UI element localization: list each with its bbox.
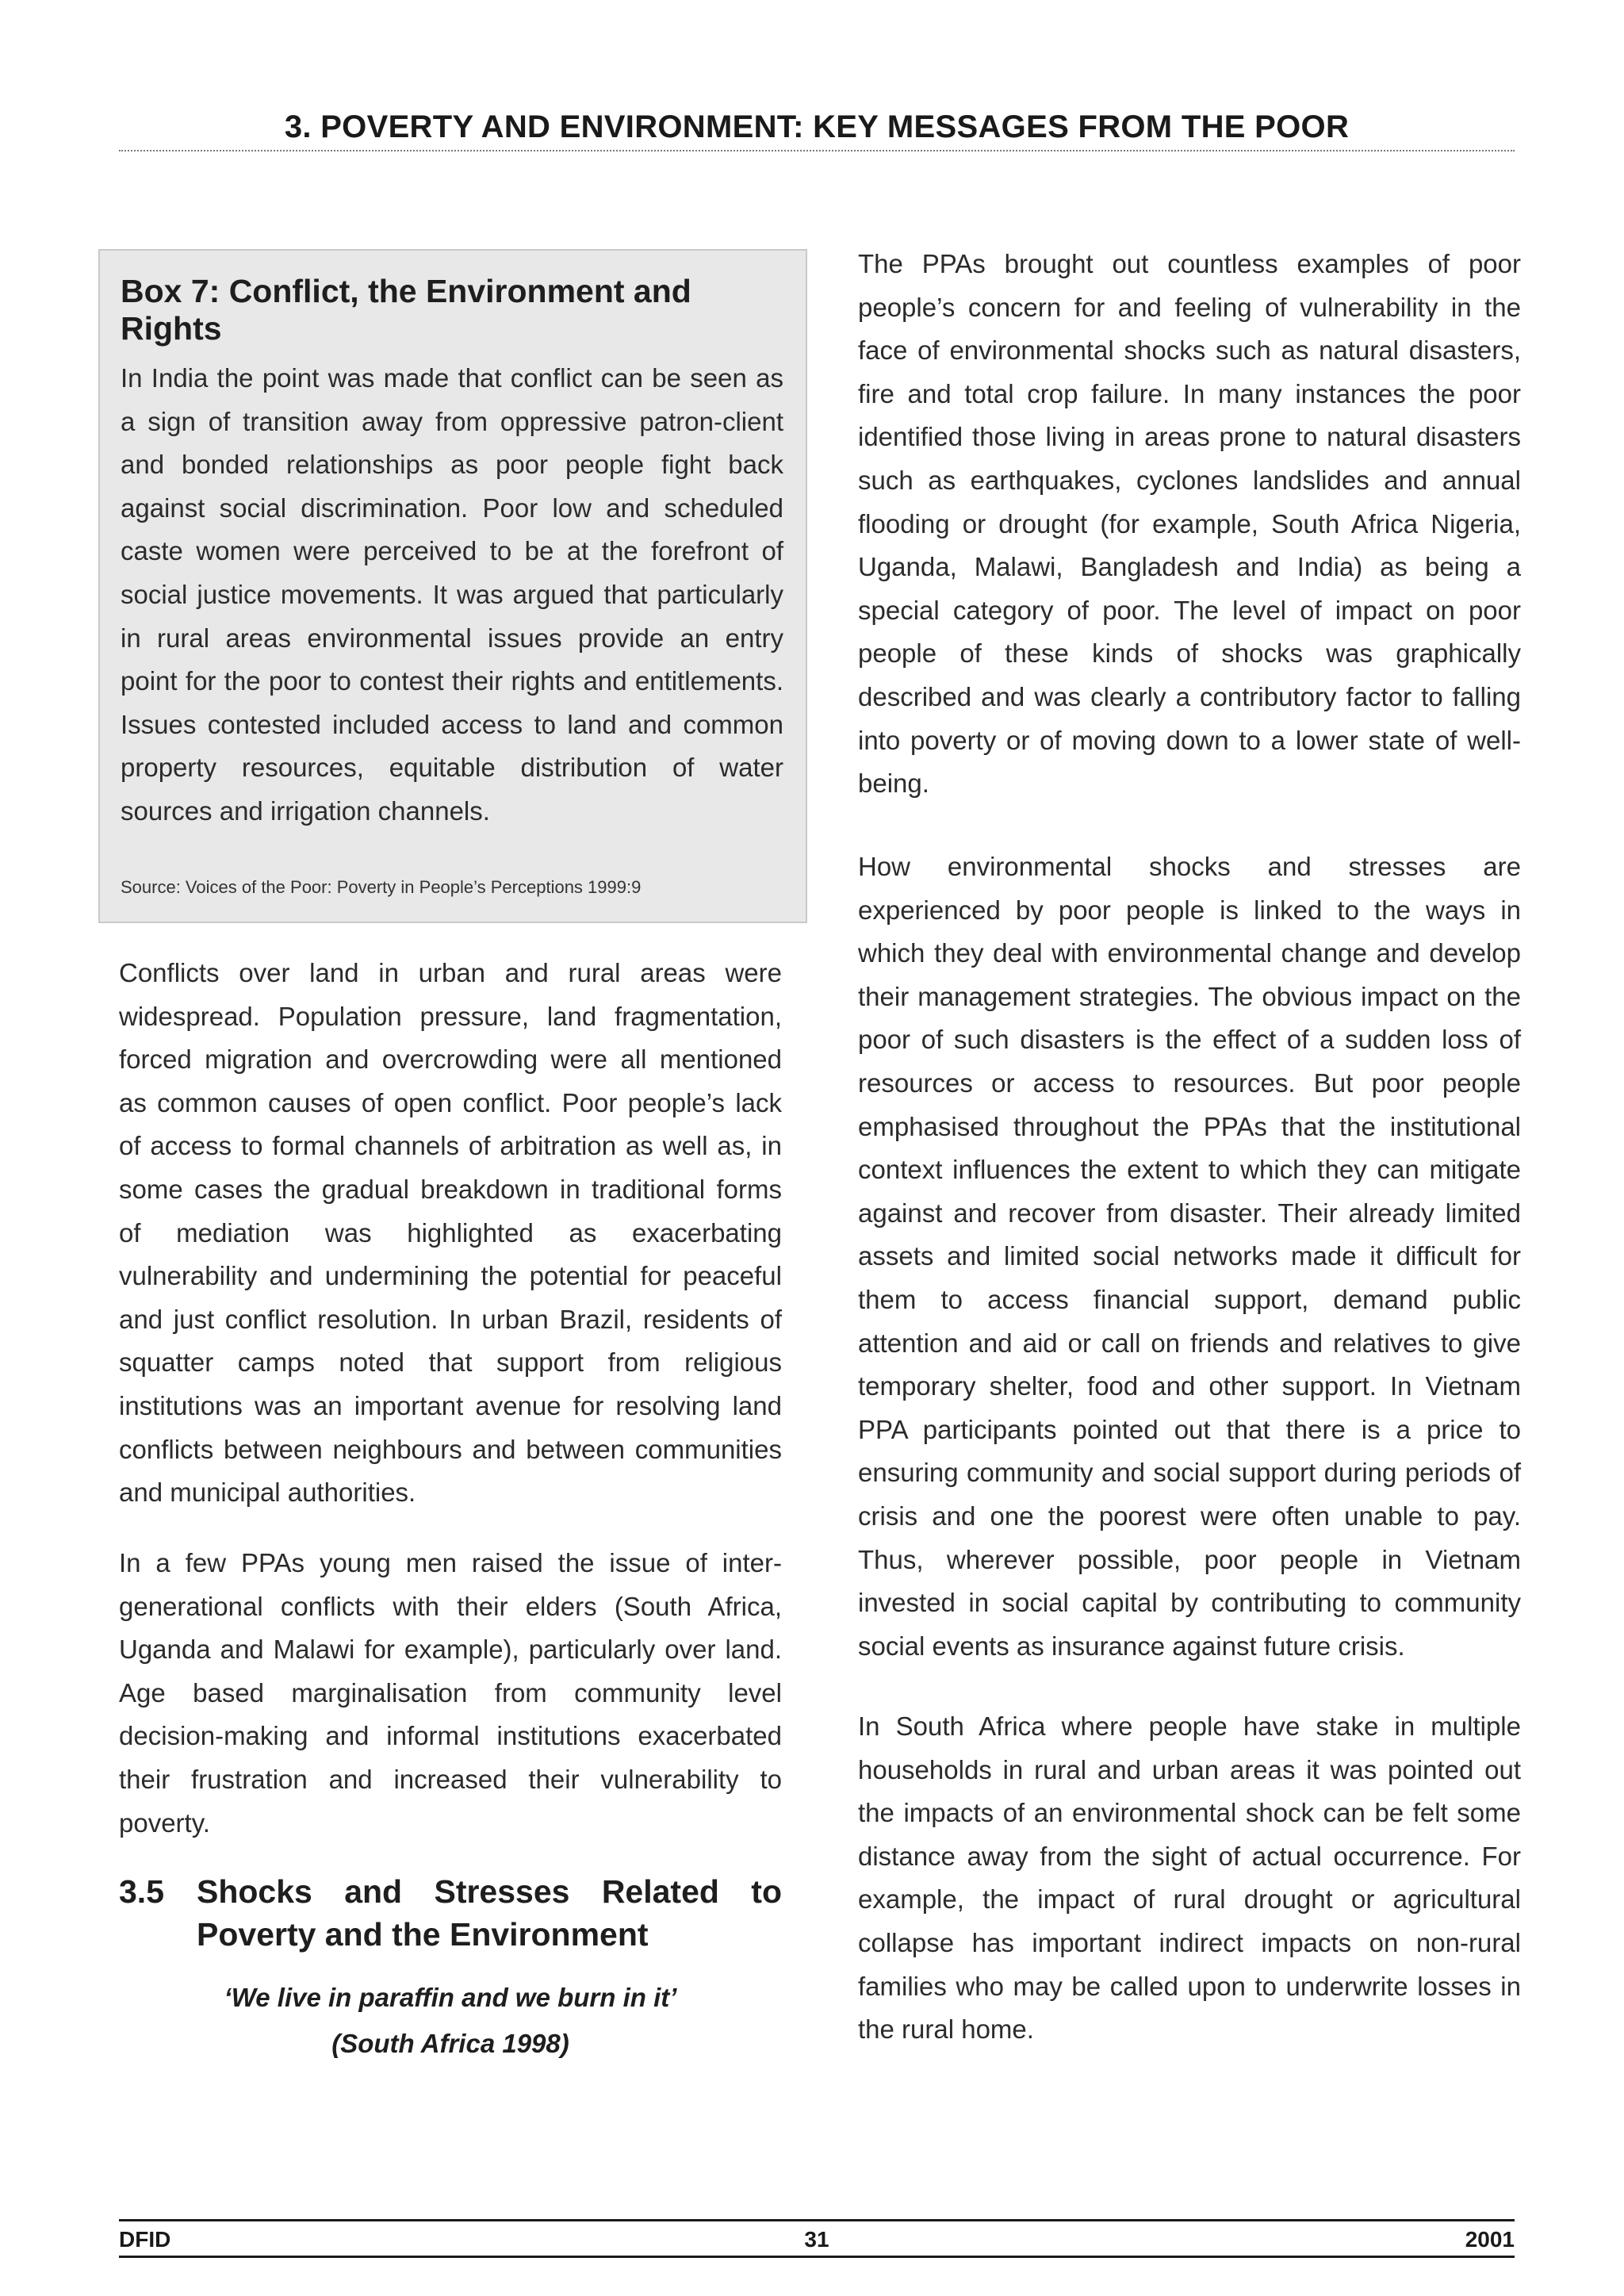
page-footer — [119, 2224, 1515, 2254]
paragraph: The PPAs brought out countless examples of poor people’s concern for and feeling of vulnerability in the face of environmental shocks such as natural disasters, fire and total crop failure. In many instances the poor identified those living in areas prone to natural disasters such as earthquakes, cyclones landslides and annual flooding or drought (for example, South Africa Nigeria, Uganda, Malawi, Bangladesh and India) as being a special category of poor. The level of impact on poor people of these kinds of shocks was graphically described and was clearly a contributory factor to falling into poverty or of moving down to a lower state of well-being. — [858, 249, 1521, 799]
paragraph: In South Africa where people have stake in multiple households in rural and urban areas it was pointed out the impacts of an environmental shock can be felt some distance away from the sight of actual occurrence. For example, the impact of rural drought or agricultural collapse has important indirect impacts on non-rural families who may be called upon to underwrite losses in the rural home. — [858, 1711, 1521, 2045]
left-column — [119, 952, 782, 1515]
page-number: 31 — [804, 2227, 829, 2252]
box-text: In India the point was made that conflict can be seen as a sign of transition away from oppressive patron-client and bonded relationships as poor people fight back against social discrimination. Poor low and scheduled caste women were perceived to be at the forefront of social justice movements. It was argued that particularly in rural areas environmental issues provide an entry point for the poor to contest their rights and entitlements. Issues contested included access to land and common property resources, equitable distribution of water sources and irrigation channels. — [121, 363, 783, 826]
footer-divider-bottom — [119, 2256, 1515, 2258]
quote-attribution: (South Africa 1998) — [331, 2029, 569, 2058]
section-title: Shocks and Stresses Related to Poverty and the Environment — [197, 1873, 782, 1953]
left-column-2 — [119, 1542, 782, 1845]
footer-year: 2001 — [1465, 2227, 1515, 2252]
right-column — [858, 243, 1521, 806]
quote-text: ‘We live in paraffin and we burn in it’ — [224, 1983, 677, 2012]
box-7-sidebar — [98, 249, 807, 923]
header-divider — [119, 150, 1515, 151]
box-title: Box 7: Conflict, the Environment and Rights — [121, 273, 691, 347]
section-quote — [119, 1975, 782, 2067]
page-header-title: 3. POVERTY AND ENVIRONMENT: KEY MESSAGES FROM THE POOR — [284, 109, 1350, 144]
paragraph: How environmental shocks and stresses are experienced by poor people is linked to the ways in which they deal with environmental change and develop their management strategies. The obvious impact on the poor of such disasters is the effect of a sudden loss of resources or access to resources. But poor people emphasised throughout the PPAs that the institutional context influences the extent to which they can mitigate against and recover from disaster. Their already limited assets and limited social networks made it difficult for them to access financial support, demand public attention and aid or call on friends and relatives to give temporary shelter, food and other support. In Vietnam PPA participants pointed out that there is a price to ensuring community and social support during periods of crisis and one the poorest were often unable to pay. Thus, wherever possible, poor people in Vietnam invested in social capital by contributing to community social events as insurance against future crisis. — [858, 852, 1521, 1661]
footer-divider-top — [119, 2219, 1515, 2221]
section-number: 3.5 — [119, 1873, 164, 1910]
paragraph: Conflicts over land in urban and rural areas were widespread. Population pressure, land fragmentation, forced migration and overcrowding were all mentioned as common causes of open conflict. Poor people’s lack of access to formal channels of arbitration as well as, in some cases the gradual breakdown in traditional forms of mediation was highlighted as exacerbating vulnerability and undermining the potential for peaceful and just conflict resolution. In urban Brazil, residents of squatter camps noted that support from religious institutions was an important avenue for resolving land conflicts between neighbours and between communities and municipal authorities. — [119, 958, 782, 1508]
right-column-3 — [858, 1705, 1521, 2052]
box-source: Source: Voices of the Poor: Poverty in People’s Perceptions 1999:9 — [121, 877, 642, 897]
footer-publisher: DFID — [119, 2227, 171, 2252]
right-column-2 — [858, 845, 1521, 1668]
paragraph: In a few PPAs young men raised the issue of inter-generational conflicts with their elders (South Africa, Uganda and Malawi for example), particularly over land. Age based marginalisation from community level decision-making and informal institutions exacerbated their frustration and increased their vulnerability to poverty. — [119, 1548, 782, 1838]
